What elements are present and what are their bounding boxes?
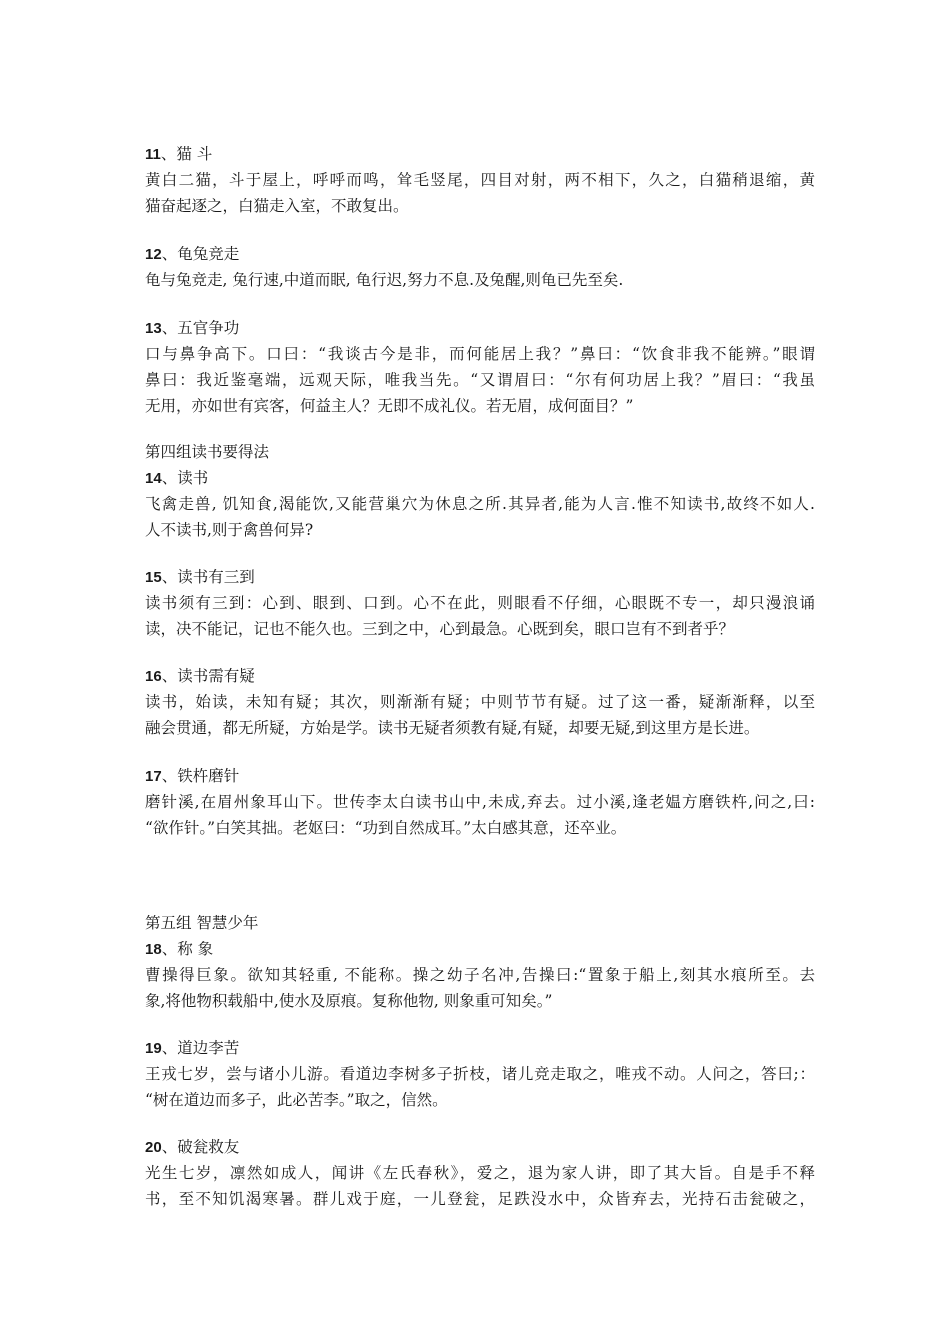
paragraph-line: 王戎七岁，尝与诸小儿游。看道边李树多子折枝，诸儿竞走取之，唯戎不动。人问之，答曰;： <box>145 1065 815 1083</box>
section-number: 19 <box>145 1040 162 1057</box>
section-heading <box>145 936 815 962</box>
section-19 <box>145 1035 815 1113</box>
section-heading <box>145 315 815 341</box>
section-heading <box>145 241 815 267</box>
section-heading <box>145 1134 815 1160</box>
section-separator: 、 <box>161 667 178 685</box>
section-16 <box>145 663 815 741</box>
section-heading <box>145 141 815 167</box>
paragraph-line: 龟与兔竞走, 兔行速,中道而眠, 龟行迟,努力不息.及兔醒,则龟已先至矣. <box>145 271 624 289</box>
paragraph-line: 人不读书,则于禽兽何异? <box>145 521 314 539</box>
section-12 <box>145 241 815 293</box>
paragraph-line: “树在道边而多子，此必苦李。”取之，信然。 <box>145 1091 448 1109</box>
section-number: 16 <box>145 668 162 685</box>
paragraph-line: 黄白二猫，斗于屋上，呼呼而鸣，耸毛竖尾，四目对射，两不相下，久之，白猫稍退缩，黄 <box>145 171 815 189</box>
group-5 <box>145 910 815 1014</box>
section-separator: 、 <box>160 145 177 163</box>
section-separator: 、 <box>161 1039 178 1057</box>
section-heading <box>145 763 815 789</box>
section-20 <box>145 1134 815 1212</box>
section-title: 猫 斗 <box>176 145 213 163</box>
section-number: 13 <box>145 320 162 337</box>
section-title: 读书需有疑 <box>177 667 255 685</box>
section-title: 称 象 <box>177 940 214 958</box>
section-13 <box>145 315 815 419</box>
paragraph-line: 光生七岁，凛然如成人，闻讲《左氏春秋》，爱之，退为家人讲，即了其大旨。自是手不释 <box>145 1164 815 1182</box>
section-title: 铁杵磨针 <box>177 767 240 785</box>
section-11 <box>145 141 815 219</box>
paragraph-line: 读书，始读，未知有疑；其次，则渐渐有疑；中则节节有疑。过了这一番，疑渐渐释，以至 <box>145 693 815 711</box>
paragraph-line: 书，至不知饥渴寒暑。群儿戏于庭，一儿登瓮，足跌没水中，众皆弃去，光持石击瓮破之， <box>145 1190 815 1208</box>
section-heading <box>145 1035 815 1061</box>
section-15 <box>145 564 815 642</box>
section-heading <box>145 663 815 689</box>
group-heading: 第四组读书要得法 <box>145 443 270 461</box>
paragraph-line: 口与鼻争高下。口曰：“我谈古今是非，而何能居上我？”鼻曰：“饮食非我不能辨。”眼谓 <box>145 345 815 363</box>
section-number: 18 <box>145 941 162 958</box>
section-title: 道边李苦 <box>177 1039 240 1057</box>
paragraph-line: 象,将他物积载船中,使水及原痕。复称他物, 则象重可知矣。” <box>145 992 553 1010</box>
section-number: 11 <box>145 146 161 163</box>
section-heading <box>145 465 815 491</box>
group-4 <box>145 439 815 543</box>
section-separator: 、 <box>161 469 178 487</box>
paragraph-line: 曹操得巨象。欲知其轻重, 不能称。操之幼子名冲,告操曰:“置象于船上,刻其水痕所至。去 <box>145 966 815 984</box>
section-separator: 、 <box>161 568 178 586</box>
paragraph-line: 磨针溪,在眉州象耳山下。世传李太白读书山中,未成,弃去。过小溪,逢老媪方磨铁杵,问之,曰: <box>145 793 815 811</box>
paragraph-line: 读书须有三到：心到、眼到、口到。心不在此，则眼看不仔细，心眼既不专一，却只漫浪诵 <box>145 594 815 612</box>
paragraph-line: 鼻曰：我近鉴毫端，远观天际，唯我当先。“又谓眉曰：“尔有何功居上我？”眉曰：“我虽 <box>145 371 815 389</box>
section-title: 五官争功 <box>177 319 240 337</box>
section-17 <box>145 763 815 841</box>
paragraph-line: 融会贯通，都无所疑，方始是学。读书无疑者须教有疑,有疑，却要无疑,到这里方是长进。 <box>145 719 760 737</box>
section-title: 破瓮救友 <box>177 1138 240 1156</box>
section-separator: 、 <box>161 1138 178 1156</box>
section-title: 读书有三到 <box>177 568 255 586</box>
section-heading <box>145 564 815 590</box>
group-heading: 第五组 智慧少年 <box>145 914 259 932</box>
section-separator: 、 <box>161 767 178 785</box>
section-separator: 、 <box>161 245 178 263</box>
paragraph-line: “欲作针。”白笑其拙。老妪曰：“功到自然成耳。”太白感其意，还卒业。 <box>145 819 627 837</box>
paragraph-line: 读，决不能记，记也不能久也。三到之中，心到最急。心既到矣，眼口岂有不到者乎？ <box>145 620 735 638</box>
section-number: 20 <box>145 1139 162 1156</box>
paragraph-line: 无用，亦如世有宾客，何益主人？无即不成礼仪。若无眉，成何面目？” <box>145 397 634 415</box>
section-title: 读书 <box>177 469 209 487</box>
section-number: 17 <box>145 768 162 785</box>
paragraph-line: 飞禽走兽, 饥知食,渴能饮,又能营巢穴为休息之所.其异者,能为人言.惟不知读书,故终不如人. <box>145 495 815 513</box>
section-number: 15 <box>145 569 162 586</box>
section-separator: 、 <box>161 319 178 337</box>
paragraph-line: 猫奋起逐之，白猫走入室，不敢复出。 <box>145 197 409 215</box>
section-separator: 、 <box>161 940 178 958</box>
section-number: 14 <box>145 470 162 487</box>
section-title: 龟兔竞走 <box>177 245 240 263</box>
section-number: 12 <box>145 246 162 263</box>
